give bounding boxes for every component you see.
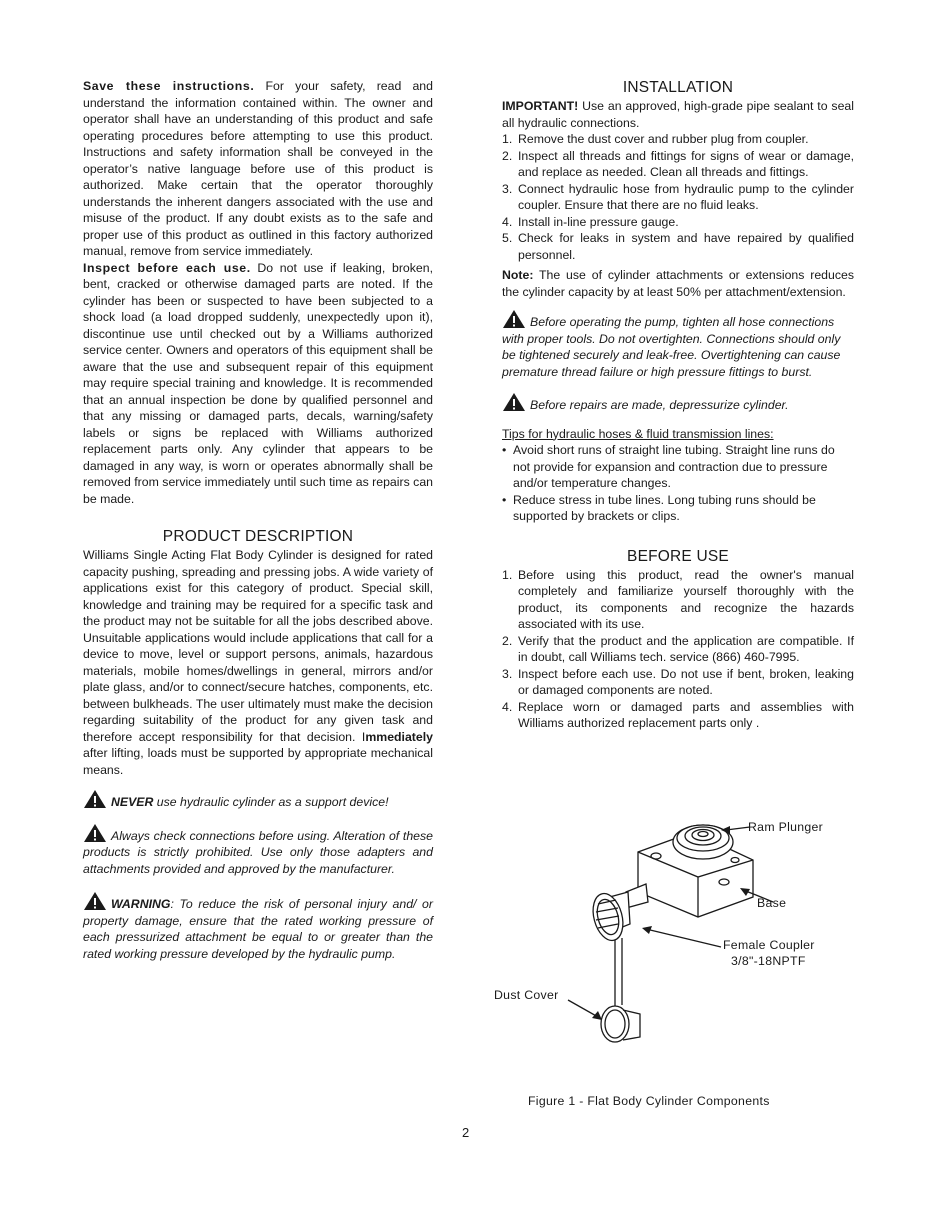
important-text: Use an approved, high-grade pipe sealant to seal all hydraulic connections. xyxy=(502,99,854,130)
warning-bold: WARNING xyxy=(111,897,171,911)
inspect-text: Do not use if leaking, broken, bent, cracked or otherwise damaged parts are noted. If the cylinder has been or suspected to have been subjected to a shock load (a load dropped suddenly, unexpectedly upon it), discontinue use until checked out by a Williams authorized service center. Owners and operators of this equipment shall be aware that the use and subsequent repair of this equipment may require special training and knowledge. It is recommended that an annual inspection be done by qualified personnel and that any missing or damaged parts, decals, warning/safety labels or signs be replaced with Williams authorized replacement parts only. Any cylinder that appears to be damaged in any way, is worn or operates abnormally shall be removed from service immediately until such time as repairs can be made. xyxy=(83,260,433,506)
tips-heading: Tips for hydraulic hoses & fluid transmission lines: xyxy=(502,426,774,441)
cylinder-figure xyxy=(488,812,868,1072)
bullet: • xyxy=(502,492,507,507)
immediately-bold: mmediately xyxy=(365,729,433,744)
before-use-steps xyxy=(502,567,854,732)
warning-triangle-icon xyxy=(83,823,107,843)
save-instructions-text: For your safety, read and understand the information contained within. The owner and operator shall have an understanding of this product and safe operating procedures before attempting to use this product. Instructions and safety information shall be conveyed in the operator’s native language before use of this product is authorized. Make certain that the operator thoroughly understands the inherent dangers associated with the use and misuse of the product. If any doubt exists as to the safe and proper use of this product as outlined in this factory authorized manual, remove from service immediately. xyxy=(83,79,433,258)
before-use-heading: BEFORE USE xyxy=(627,547,729,565)
step-number: 3. xyxy=(502,181,513,196)
step-number: 2. xyxy=(502,633,513,648)
step-number: 5. xyxy=(502,231,513,245)
step-text: Connect hydraulic hose from hydraulic pump to the cylinder coupler. Ensure that there are no fluid leaks. xyxy=(518,181,854,212)
left-column xyxy=(83,78,433,962)
important-paragraph xyxy=(502,98,854,131)
never-bold: NEVER xyxy=(111,795,154,809)
warning-triangle-icon xyxy=(502,392,526,412)
step-number: 1. xyxy=(502,132,513,146)
pressure-warning xyxy=(83,891,433,962)
step-number: 4. xyxy=(502,214,513,229)
product-description-heading: PRODUCT DESCRIPTION xyxy=(162,528,354,545)
warning-triangle-icon xyxy=(83,789,107,809)
figure-caption: Figure 1 - Flat Body Cylinder Components xyxy=(528,1094,770,1108)
step-text: Remove the dust cover and rubber plug from coupler. xyxy=(518,132,809,146)
step-number: 4. xyxy=(502,699,513,714)
page-number: 2 xyxy=(462,1125,470,1140)
product-description-paragraph xyxy=(83,547,433,778)
product-description-text-after: after lifting, loads must be supported by appropriate mechanical means. xyxy=(83,746,433,777)
save-instructions-lead: Save these instructions. xyxy=(83,79,255,93)
never-text: use hydraulic cylinder as a support device! xyxy=(153,795,389,809)
ram-plunger-label: Ram Plunger xyxy=(748,820,824,834)
important-bold: IMPORTANT! xyxy=(502,99,579,113)
before-use-step xyxy=(502,633,854,666)
before-use-step xyxy=(502,567,854,633)
installation-step xyxy=(502,131,854,148)
connections-warning xyxy=(83,823,433,878)
tip-text: Reduce stress in tube lines. Long tubing runs should be supported by brackets or clips. xyxy=(513,492,816,523)
step-text: Verify that the product and the application are compatible. If in doubt, call Williams tech. service (866) 460-7995. xyxy=(518,633,854,664)
immediately-prefix: I xyxy=(361,729,366,744)
inspect-paragraph xyxy=(83,260,433,508)
pump-warning-text: Before operating the pump, tighten all hose connections with proper tools. Do not overtighten. Connections should only be tightened securely and leak-free. Overtightening can cause premature thread failure or high pressure fittings to burst. xyxy=(502,315,841,379)
warning-triangle-icon xyxy=(83,891,107,911)
tips-list xyxy=(502,442,854,525)
pump-warning xyxy=(502,309,854,380)
step-text: Inspect all threads and fittings for signs of wear or damage, and replace as needed. Clean all threads and fittings. xyxy=(518,148,854,179)
step-text: Inspect before each use. Do not use if bent, broken, leaking or damaged components are noted. xyxy=(518,666,854,697)
repairs-warning-text: Before repairs are made, depressurize cylinder. xyxy=(530,398,789,412)
note-paragraph xyxy=(502,267,854,300)
note-text: The use of cylinder attachments or extensions reduces the cylinder capacity by at least 50% per attachment/extension. xyxy=(502,268,854,299)
right-column xyxy=(502,78,854,732)
installation-step xyxy=(502,214,854,231)
inspect-lead: Inspect before each use. xyxy=(83,260,251,275)
tip-item xyxy=(502,492,854,525)
step-text: Replace worn or damaged parts and assemblies with Williams authorized replacement parts only . xyxy=(518,699,854,730)
connections-text: Always check connections before using. Alteration of these products is strictly prohibited. Use only those adapters and attachments provided and approved by the manufacturer. xyxy=(83,828,433,876)
step-number: 1. xyxy=(502,567,513,582)
note-bold: Note: xyxy=(502,268,534,282)
bullet: • xyxy=(502,443,507,457)
before-use-step xyxy=(502,699,854,732)
warning-triangle-icon xyxy=(502,309,526,329)
save-instructions-paragraph xyxy=(83,78,433,260)
product-description-text: Williams Single Acting Flat Body Cylinder is designed for rated capacity pushing, spreading and pressing jobs. A wide variety of applications exist for this category of product. Special skill, knowledge and training may be required for a specific task and the product may not be suitable for all the jobs described above. Unsuitable applications would include applications that call for a device to move, level or support persons, animals, hazardous materials, mobile homes/dwellings in general, mirrors and/or plate glass, and/or to connect/secure hatches, components, etc. between bulkheads. The user ultimately must make the decision regarding suitability of the product for any given task and therefore accept responsibility for that decision. xyxy=(83,548,433,744)
installation-step xyxy=(502,181,854,214)
step-text: Check for leaks in system and have repaired by qualified personnel. xyxy=(518,231,854,262)
dust-cover-label: Dust Cover xyxy=(494,988,559,1002)
tip-item xyxy=(502,442,854,492)
step-text: Install in-line pressure gauge. xyxy=(518,214,679,229)
installation-heading: INSTALLATION xyxy=(622,79,734,96)
never-warning xyxy=(83,789,433,811)
step-number: 2. xyxy=(502,148,513,163)
installation-step xyxy=(502,148,854,181)
before-use-step xyxy=(502,666,854,699)
step-number: 3. xyxy=(502,666,513,681)
base-label: Base xyxy=(757,896,787,910)
installation-steps xyxy=(502,131,854,263)
warning-text: : To reduce the risk of personal injury and/ or property damage, ensure that the rated working pressure of each pressurized attachment be equal to or greater than the rated working pressure developed by the hydraulic pump. xyxy=(83,897,433,961)
tip-text: Avoid short runs of straight line tubing. Straight line runs do not provide for expansion and contraction due to pressure and/or temperature changes. xyxy=(513,443,835,490)
female-coupler-label: Female Coupler xyxy=(723,938,815,952)
repairs-warning xyxy=(502,392,854,414)
step-text: Before using this product, read the owner's manual completely and familiarize yourself thoroughly with the product, its components and recognize the hazards associated with its use. xyxy=(518,567,854,631)
female-coupler-spec: 3/8"-18NPTF xyxy=(731,954,806,968)
installation-step xyxy=(502,230,854,263)
